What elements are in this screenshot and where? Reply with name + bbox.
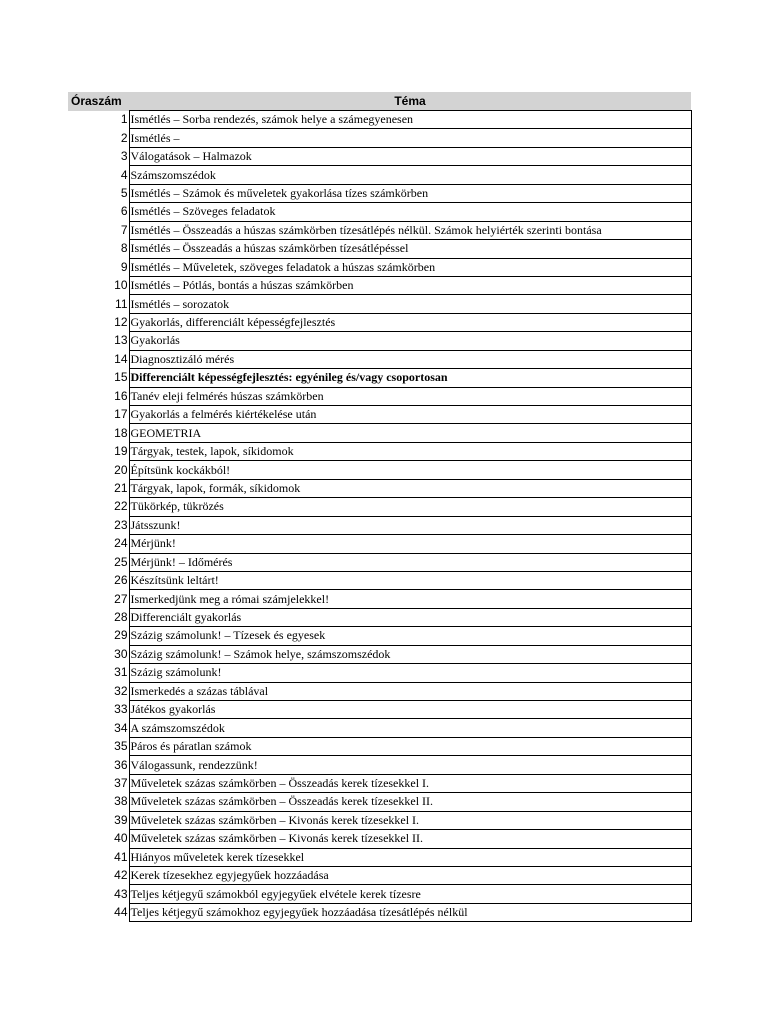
table-row bbox=[68, 774, 691, 792]
row-topic: Mérjünk! – Időmérés bbox=[129, 553, 691, 571]
row-hour-number: 28 bbox=[114, 610, 128, 625]
row-topic: Tanév eleji felmérés húszas számkörben bbox=[129, 387, 691, 405]
row-topic: Válogatások – Halmazok bbox=[129, 147, 691, 165]
table-row bbox=[68, 701, 691, 719]
row-topic: Kerek tízesekhez egyjegyűek hozzáadása bbox=[129, 866, 691, 884]
row-topic: Tükörkép, tükrözés bbox=[129, 498, 691, 516]
row-hour-number: 31 bbox=[114, 665, 128, 680]
table-row bbox=[68, 645, 691, 663]
row-hour-number: 2 bbox=[120, 130, 128, 145]
row-hour-number: 22 bbox=[114, 499, 128, 514]
row-topic: Hiányos műveletek kerek tízesekkel bbox=[129, 848, 691, 866]
table-row bbox=[68, 627, 691, 645]
row-topic: Műveletek százas számkörben – Kivonás kerek tízesekkel I. bbox=[129, 811, 691, 829]
row-topic: Mérjünk! bbox=[129, 535, 691, 553]
row-hour-number: 23 bbox=[114, 517, 128, 532]
table-row bbox=[68, 461, 691, 479]
table-row bbox=[68, 442, 691, 460]
table-row bbox=[68, 184, 691, 202]
table-row bbox=[68, 793, 691, 811]
row-topic: Diagnosztizáló mérés bbox=[129, 350, 691, 368]
row-hour-number: 18 bbox=[114, 425, 128, 440]
row-hour-number: 17 bbox=[114, 407, 128, 422]
row-hour-number: 4 bbox=[120, 167, 128, 182]
table-row bbox=[68, 553, 691, 571]
table-header-row bbox=[68, 92, 691, 111]
table-row bbox=[68, 332, 691, 350]
row-topic: Műveletek százas számkörben – Összeadás kerek tízesekkel I. bbox=[129, 774, 691, 792]
row-topic: Építsünk kockákból! bbox=[129, 461, 691, 479]
row-hour-number: 11 bbox=[115, 296, 128, 311]
table-row bbox=[68, 111, 691, 129]
table-row bbox=[68, 608, 691, 626]
row-hour-number: 25 bbox=[114, 554, 128, 569]
row-hour-number: 16 bbox=[114, 388, 128, 403]
row-hour-number: 35 bbox=[114, 739, 128, 754]
row-hour-number: 29 bbox=[114, 628, 128, 643]
row-hour-number: 20 bbox=[114, 462, 128, 477]
table-row bbox=[68, 590, 691, 608]
row-hour-number: 19 bbox=[114, 444, 128, 459]
row-topic: GEOMETRIA bbox=[129, 424, 691, 442]
row-topic: Ismétlés – bbox=[129, 129, 691, 147]
table-row bbox=[68, 129, 691, 147]
row-hour-number: 26 bbox=[114, 573, 128, 588]
row-topic: Tárgyak, lapok, formák, síkidomok bbox=[129, 479, 691, 497]
table-row bbox=[68, 756, 691, 774]
row-topic: Gyakorlás bbox=[129, 332, 691, 350]
table-row bbox=[68, 258, 691, 276]
row-hour-number: 8 bbox=[120, 241, 128, 256]
row-topic: Ismétlés – Sorba rendezés, számok helye a számegyenesen bbox=[129, 111, 691, 129]
row-topic: Ismerkedjünk meg a római számjelekkel! bbox=[129, 590, 691, 608]
table-row bbox=[68, 240, 691, 258]
row-topic: Ismétlés – Pótlás, bontás a húszas számkörben bbox=[129, 276, 691, 294]
row-topic: Tárgyak, testek, lapok, síkidomok bbox=[129, 442, 691, 460]
table-row bbox=[68, 903, 691, 921]
table-row bbox=[68, 885, 691, 903]
row-topic: Játsszunk! bbox=[129, 516, 691, 534]
row-topic: Ismétlés – sorozatok bbox=[129, 295, 691, 313]
row-hour-number: 14 bbox=[114, 351, 128, 366]
table-row bbox=[68, 811, 691, 829]
row-hour-number: 44 bbox=[114, 905, 128, 920]
table-row bbox=[68, 682, 691, 700]
row-topic: Készítsünk leltárt! bbox=[129, 571, 691, 589]
table-row bbox=[68, 221, 691, 239]
row-topic: Ismétlés – Szöveges feladatok bbox=[129, 203, 691, 221]
row-topic: Játékos gyakorlás bbox=[129, 701, 691, 719]
table-row bbox=[68, 866, 691, 884]
row-topic: Műveletek százas számkörben – Összeadás kerek tízesekkel II. bbox=[129, 793, 691, 811]
table-row bbox=[68, 535, 691, 553]
row-hour-number: 6 bbox=[120, 204, 128, 219]
table-row bbox=[68, 516, 691, 534]
row-hour-number: 21 bbox=[114, 480, 128, 495]
table-row bbox=[68, 719, 691, 737]
row-hour-number: 32 bbox=[114, 683, 128, 698]
header-hours: Óraszám bbox=[68, 92, 129, 111]
row-topic: Százig számolunk! – Tízesek és egyesek bbox=[129, 627, 691, 645]
table-row bbox=[68, 350, 691, 368]
row-topic: Ismétlés – Összeadás a húszas számkörben tízesátlépéssel bbox=[129, 240, 691, 258]
row-topic: Ismerkedés a százas táblával bbox=[129, 682, 691, 700]
row-topic: Ismétlés – Műveletek, szöveges feladatok a húszas számkörben bbox=[129, 258, 691, 276]
row-hour-number: 13 bbox=[114, 333, 128, 348]
table-row bbox=[68, 848, 691, 866]
table-row bbox=[68, 571, 691, 589]
row-hour-number: 9 bbox=[120, 259, 128, 274]
row-hour-number: 5 bbox=[120, 185, 128, 200]
row-hour-number: 15 bbox=[114, 370, 128, 385]
row-topic: Differenciált képességfejlesztés: egyénileg és/vagy csoportosan bbox=[129, 369, 691, 387]
row-hour-number: 10 bbox=[114, 278, 128, 293]
row-topic: Százig számolunk! – Számok helye, számszomszédok bbox=[129, 645, 691, 663]
row-hour-number: 41 bbox=[114, 849, 128, 864]
row-hour-number: 1 bbox=[120, 112, 128, 127]
row-topic: Ismétlés – Összeadás a húszas számkörben tízesátlépés nélkül. Számok helyiérték szerinti bontása bbox=[129, 221, 691, 239]
row-topic: Differenciált gyakorlás bbox=[129, 608, 691, 626]
table-row bbox=[68, 369, 691, 387]
row-topic: Ismétlés – Számok és műveletek gyakorlása tízes számkörben bbox=[129, 184, 691, 202]
row-topic: Gyakorlás, differenciált képességfejlesztés bbox=[129, 313, 691, 331]
row-hour-number: 36 bbox=[114, 757, 128, 772]
row-hour-number: 3 bbox=[120, 149, 128, 164]
table-row bbox=[68, 830, 691, 848]
row-hour-number: 37 bbox=[114, 775, 128, 790]
table-row bbox=[68, 664, 691, 682]
table-body bbox=[68, 111, 691, 922]
row-hour-number: 12 bbox=[114, 315, 128, 330]
row-topic: Műveletek százas számkörben – Kivonás kerek tízesekkel II. bbox=[129, 830, 691, 848]
table-row bbox=[68, 424, 691, 442]
row-topic: Számszomszédok bbox=[129, 166, 691, 184]
table-row bbox=[68, 479, 691, 497]
row-hour-number: 30 bbox=[114, 646, 128, 661]
header-topic: Téma bbox=[129, 92, 691, 111]
row-hour-number: 33 bbox=[114, 702, 128, 717]
table-row bbox=[68, 295, 691, 313]
row-topic: Páros és páratlan számok bbox=[129, 737, 691, 755]
row-hour-number: 27 bbox=[114, 591, 128, 606]
table-row bbox=[68, 276, 691, 294]
row-hour-number: 24 bbox=[114, 536, 128, 551]
table-row bbox=[68, 203, 691, 221]
lesson-plan-table bbox=[68, 92, 692, 922]
row-topic: Százig számolunk! bbox=[129, 664, 691, 682]
lesson-plan-sheet bbox=[68, 92, 691, 922]
table-row bbox=[68, 737, 691, 755]
row-topic: Teljes kétjegyű számokból egyjegyűek elvétele kerek tízesre bbox=[129, 885, 691, 903]
row-topic: A számszomszédok bbox=[129, 719, 691, 737]
table-row bbox=[68, 498, 691, 516]
row-hour-number: 40 bbox=[114, 831, 128, 846]
row-topic: Gyakorlás a felmérés kiértékelése után bbox=[129, 406, 691, 424]
row-hour-number: 7 bbox=[120, 222, 128, 237]
table-row bbox=[68, 387, 691, 405]
row-hour-number: 39 bbox=[114, 812, 128, 827]
row-hour-number: 43 bbox=[114, 886, 128, 901]
row-hour-number: 38 bbox=[114, 794, 128, 809]
table-row bbox=[68, 406, 691, 424]
table-row bbox=[68, 147, 691, 165]
row-topic: Teljes kétjegyű számokhoz egyjegyűek hozzáadása tízesátlépés nélkül bbox=[129, 903, 691, 921]
table-row bbox=[68, 313, 691, 331]
row-topic: Válogassunk, rendezzünk! bbox=[129, 756, 691, 774]
table-row bbox=[68, 166, 691, 184]
row-hour-number: 34 bbox=[114, 720, 128, 735]
row-hour-number: 42 bbox=[114, 868, 128, 883]
